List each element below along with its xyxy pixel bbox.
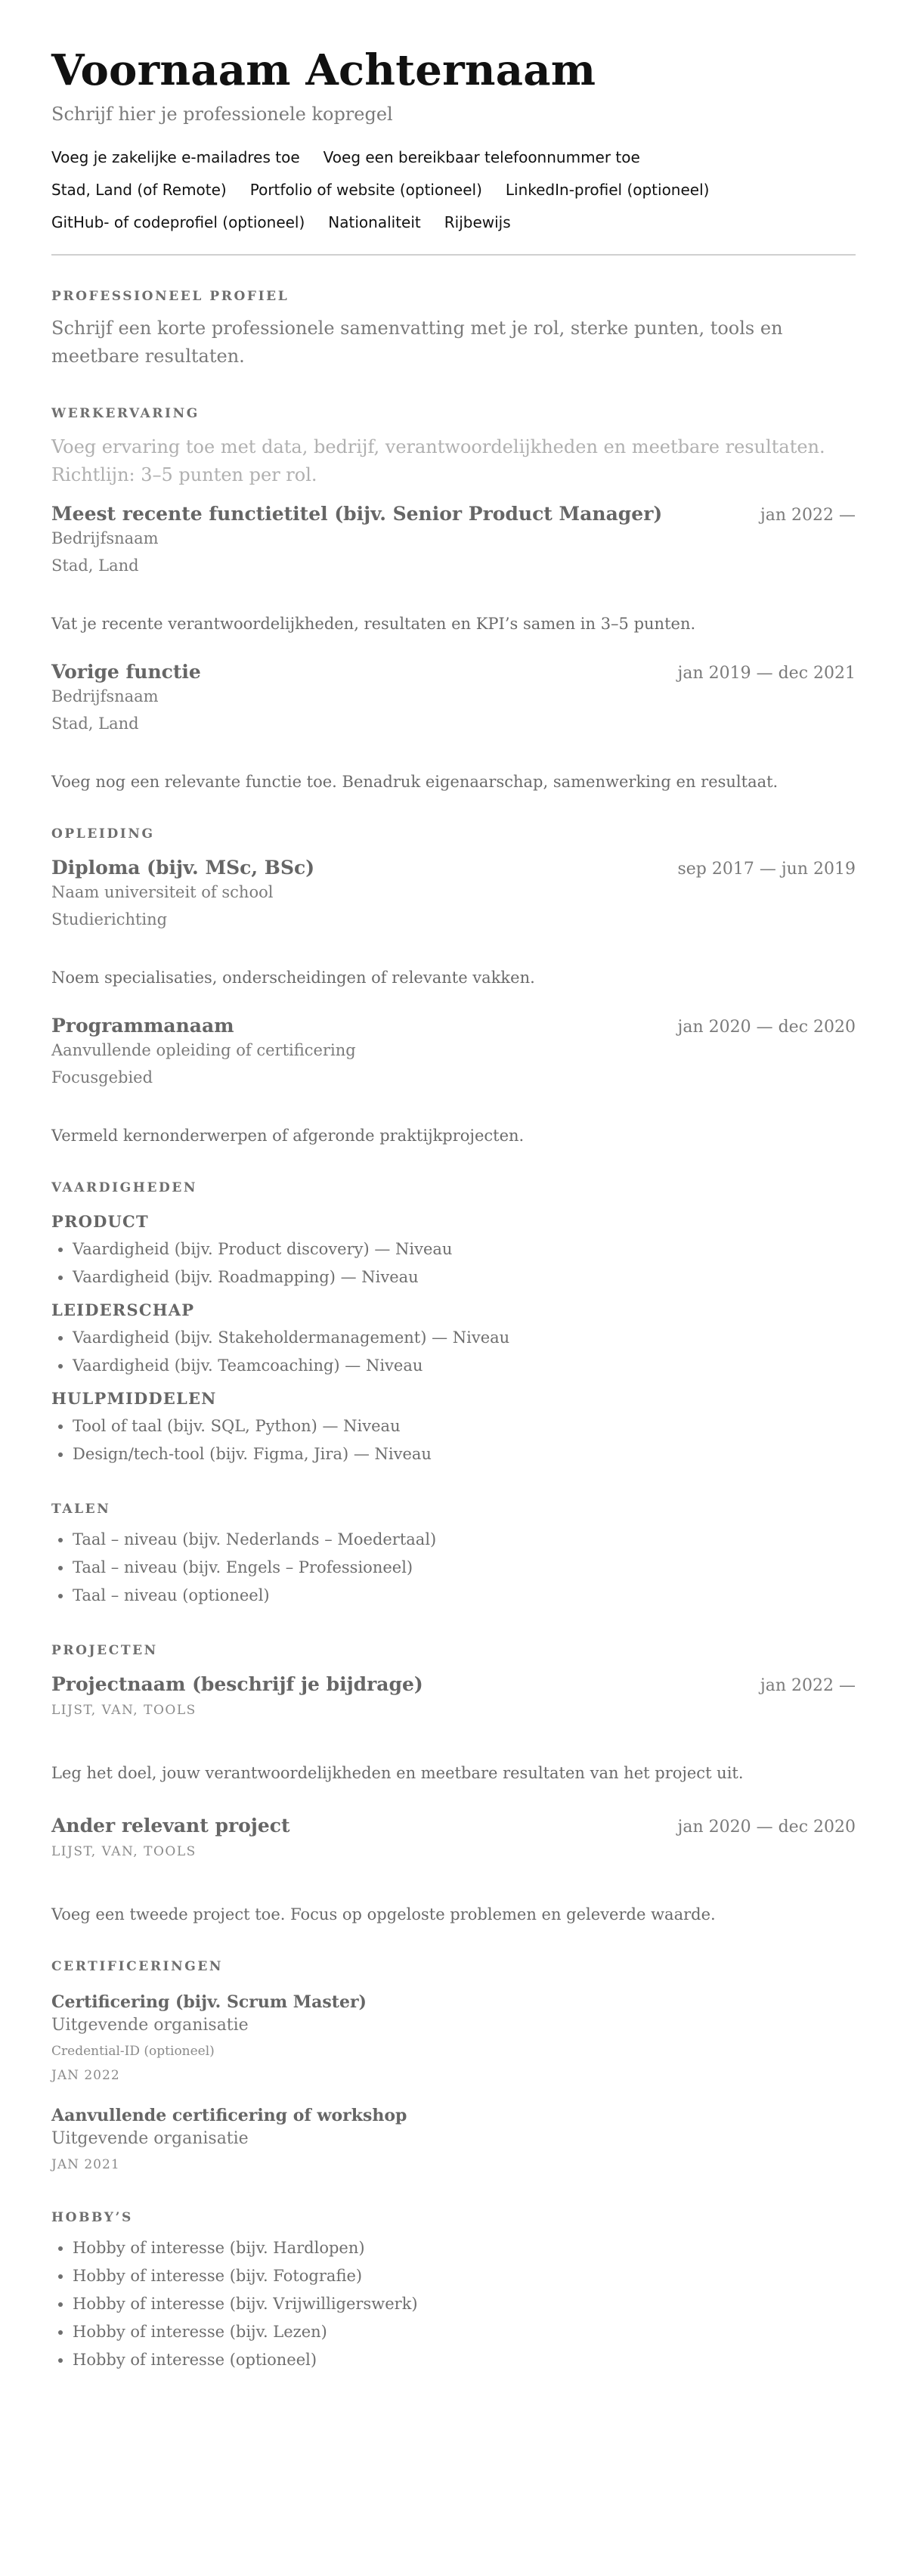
hobby-item: • Hobby of interesse (bijv. Vrijwilligerswerk) — [73, 2290, 856, 2318]
skill-item: • Tool of taal (bijv. SQL, Python) — Niveau — [73, 1412, 856, 1440]
study-field: Focusgebied — [51, 1068, 153, 1087]
certification-issuer: Uitgevende organisatie — [51, 2016, 249, 2035]
skill-group-title: LEIDERSCHAP — [51, 1300, 195, 1319]
contact-row-3 — [51, 206, 856, 238]
header-divider — [51, 254, 856, 256]
job-description: Voeg nog een relevante functie toe. Benadruk eigenaarschap, samenwerking en resultaat. — [51, 773, 779, 791]
contact-phone: Voeg een bereikbaar telefoonnummer toe — [323, 147, 640, 166]
certification-date: JAN 2022 — [51, 2068, 120, 2083]
education-date: jan 2020 — dec 2020 — [677, 1018, 856, 1037]
project-date: jan 2020 — dec 2020 — [677, 1818, 856, 1837]
certification-item — [51, 1992, 856, 2088]
language-item: • Taal – niveau (bijv. Engels – Professioneel) — [73, 1554, 856, 1582]
degree-title: Diploma (bijv. MSc, BSc) — [51, 857, 315, 879]
contact-location: Stad, Land (of Remote) — [51, 180, 227, 199]
project-description: Voeg een tweede project toe. Focus op opgeloste problemen en geleverde waarde. — [51, 1905, 716, 1923]
project-description: Leg het doel, jouw verantwoordelijkheden en meetbare resultaten van het project uit. — [51, 1764, 744, 1782]
project-item — [51, 1815, 856, 1926]
skill-item: • Vaardigheid (bijv. Stakeholdermanagement) — Niveau — [73, 1324, 856, 1352]
hobby-item: • Hobby of interesse (bijv. Hardlopen) — [73, 2234, 856, 2262]
headline: Schrijf hier je professionele kopregel — [51, 104, 393, 125]
school-name: Naam universiteit of school — [51, 883, 274, 901]
job-date: jan 2019 — dec 2021 — [677, 664, 856, 683]
language-list — [51, 1526, 856, 1610]
skill-group-title: PRODUCT — [51, 1212, 149, 1231]
skill-item: • Vaardigheid (bijv. Product discovery) — Niveau — [73, 1235, 856, 1263]
section-title-profile: PROFESSIONEEL PROFIEL — [51, 289, 289, 304]
hobby-item: • Hobby of interesse (optioneel) — [73, 2346, 856, 2374]
experience-item-header — [51, 661, 856, 683]
experience-item-header — [51, 503, 856, 525]
project-date: jan 2022 — — [760, 1676, 856, 1695]
full-name: Voornaam Achternaam — [51, 45, 596, 95]
project-item — [51, 1673, 856, 1784]
hobby-list — [51, 2234, 856, 2374]
section-title-experience: WERKERVARING — [51, 406, 200, 421]
job-description: Vat je recente verantwoordelijkheden, resultaten en KPI’s samen in 3–5 punten. — [51, 615, 696, 633]
certification-issuer: Uitgevende organisatie — [51, 2129, 249, 2148]
contact-row-1 — [51, 141, 856, 173]
experience-item — [51, 503, 856, 635]
job-title: Vorige functie — [51, 661, 201, 683]
hobby-item: • Hobby of interesse (bijv. Lezen) — [73, 2318, 856, 2346]
language-item: • Taal – niveau (optioneel) — [73, 1582, 856, 1610]
certification-date: JAN 2021 — [51, 2157, 120, 2172]
project-title: Projectnaam (beschrijf je bijdrage) — [51, 1673, 423, 1695]
skill-list — [51, 1412, 856, 1468]
degree-title: Programmanaam — [51, 1015, 234, 1037]
contact-row-2 — [51, 173, 856, 206]
certification-title: Certificering (bijv. Scrum Master) — [51, 1992, 367, 2012]
contact-email: Voeg je zakelijke e-mailadres toe — [51, 147, 300, 166]
project-title: Ander relevant project — [51, 1815, 290, 1837]
education-item-header — [51, 857, 856, 879]
contact-portfolio: Portfolio of website (optioneel) — [249, 180, 482, 199]
skill-list — [51, 1235, 856, 1291]
section-title-education: OPLEIDING — [51, 826, 155, 842]
contact-info — [51, 141, 856, 238]
study-field: Studierichting — [51, 910, 168, 928]
project-item-header — [51, 1815, 856, 1837]
job-location: Stad, Land — [51, 556, 139, 575]
certification-credential: Credential-ID (optioneel) — [51, 2044, 215, 2059]
contact-nationality: Nationaliteit — [328, 212, 421, 231]
job-title: Meest recente functietitel (bijv. Senior Product Manager) — [51, 503, 663, 525]
job-date: jan 2022 — — [760, 506, 856, 525]
skill-item: • Vaardigheid (bijv. Teamcoaching) — Niveau — [73, 1352, 856, 1380]
project-tools: LIJST, VAN, TOOLS — [51, 1844, 197, 1859]
skill-group-title: HULPMIDDELEN — [51, 1389, 217, 1408]
hobby-item: • Hobby of interesse (bijv. Fotografie) — [73, 2262, 856, 2290]
job-location: Stad, Land — [51, 715, 139, 733]
certification-item — [51, 2106, 856, 2177]
education-description: Vermeld kernonderwerpen of afgeronde praktijkprojecten. — [51, 1127, 525, 1145]
section-title-projects: PROJECTEN — [51, 1643, 158, 1658]
certification-title: Aanvullende certificering of workshop — [51, 2106, 407, 2125]
section-title-hobbies: HOBBY’S — [51, 2210, 133, 2225]
education-item — [51, 857, 856, 989]
experience-hint-line: Voeg ervaring toe met data, bedrijf, verantwoordelijkheden en meetbare resultaten. — [51, 436, 825, 457]
experience-hint — [51, 433, 856, 489]
contact-driving-license: Rijbewijs — [444, 212, 511, 231]
skill-list — [51, 1324, 856, 1380]
profile-text-line: Schrijf een korte professionele samenvatting met je rol, sterke punten, tools en — [51, 318, 783, 339]
company-name: Bedrijfsnaam — [51, 687, 159, 705]
education-item — [51, 1015, 856, 1147]
school-name: Aanvullende opleiding of certificering — [51, 1041, 356, 1059]
experience-hint-line: Richtlijn: 3–5 punten per rol. — [51, 464, 317, 485]
education-date: sep 2017 — jun 2019 — [677, 860, 856, 879]
language-item: • Taal – niveau (bijv. Nederlands – Moedertaal) — [73, 1526, 856, 1554]
contact-github: GitHub- of codeprofiel (optioneel) — [51, 212, 305, 231]
skill-item: • Design/tech-tool (bijv. Figma, Jira) — Niveau — [73, 1440, 856, 1468]
profile-text-line: meetbare resultaten. — [51, 346, 245, 367]
education-description: Noem specialisaties, onderscheidingen of relevante vakken. — [51, 969, 535, 987]
education-item-header — [51, 1015, 856, 1037]
project-item-header — [51, 1673, 856, 1695]
profile-text — [51, 315, 856, 370]
contact-linkedin: LinkedIn-profiel (optioneel) — [505, 180, 710, 199]
skill-item: • Vaardigheid (bijv. Roadmapping) — Niveau — [73, 1263, 856, 1291]
experience-item — [51, 661, 856, 793]
section-title-languages: TALEN — [51, 1502, 111, 1517]
section-title-skills: VAARDIGHEDEN — [51, 1180, 198, 1195]
project-tools: LIJST, VAN, TOOLS — [51, 1703, 197, 1718]
company-name: Bedrijfsnaam — [51, 529, 159, 547]
section-title-certifications: CERTIFICERINGEN — [51, 1959, 224, 1974]
